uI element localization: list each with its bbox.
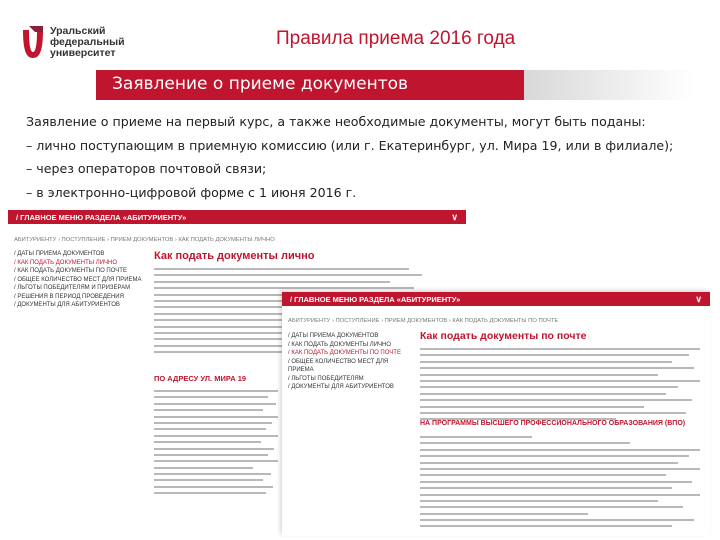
banner-fade (524, 70, 694, 100)
menu-item-active[interactable]: / КАК ПОДАТЬ ДОКУМЕНТЫ ЛИЧНО (14, 259, 118, 266)
page-text-block (420, 348, 700, 425)
menu-item[interactable]: / КАК ПОДАТЬ ДОКУМЕНТЫ ЛИЧНО (288, 341, 392, 348)
side-menu (14, 250, 144, 310)
main-menu-label: / ГЛАВНОЕ МЕНЮ РАЗДЕЛА «АБИТУРИЕНТУ» (290, 294, 461, 304)
breadcrumb[interactable]: АБИТУРИЕНТУ › ПОСТУПЛЕНИЕ › ПРИЕМ ДОКУМЕНТОВ › КАК ПОДАТЬ ДОКУМЕНТЫ ЛИЧНО (14, 237, 275, 243)
program-subheading: НА ПРОГРАММЫ ВЫСШЕГО ПРОФЕССИОНАЛЬНОГО ОБРАЗОВАНИЯ (ВПО) (420, 420, 686, 427)
menu-item[interactable]: / КАК ПОДАТЬ ДОКУМЕНТЫ ПО ПОЧТЕ (14, 268, 127, 274)
body-line-1: Заявление о приеме на первый курс, а также необходимые документы, могут быть поданы: (26, 114, 646, 129)
logo-line-1: Уральский (50, 25, 106, 37)
menu-item[interactable]: / ОБЩЕЕ КОЛИЧЕСТВО МЕСТ ДЛЯ ПРИЕМА (288, 358, 389, 373)
body-text (26, 110, 673, 204)
body-line-4: – в электронно-цифровой форме с 1 июня 2016 г. (26, 184, 357, 200)
main-menu-bar[interactable] (282, 292, 710, 306)
screenshot-by-mail (282, 292, 710, 536)
menu-item[interactable]: / ОБЩЕЕ КОЛИЧЕСТВО МЕСТ ДЛЯ ПРИЕМА (14, 276, 142, 283)
body-line-3: – через операторов почтовой связи; (26, 161, 267, 176)
program-text-block (420, 436, 700, 532)
slide-title: Правила приема 2016 года (276, 28, 516, 49)
menu-item[interactable]: / ДОКУМЕНТЫ ДЛЯ АБИТУРИЕНТОВ (14, 302, 120, 308)
address-text-block (154, 390, 278, 499)
main-menu-label: / ГЛАВНОЕ МЕНЮ РАЗДЕЛА «АБИТУРИЕНТУ» (16, 212, 187, 222)
menu-item[interactable]: / ДОКУМЕНТЫ ДЛЯ АБИТУРИЕНТОВ (288, 384, 394, 390)
menu-item[interactable]: / РЕШЕНИЯ В ПЕРИОД ПРОВЕДЕНИЯ (14, 293, 124, 300)
main-menu-bar[interactable] (8, 210, 466, 224)
page-heading: Как подать документы лично (154, 250, 315, 262)
logo-line-2: федеральный (50, 36, 125, 48)
body-line-2: – лично поступающим в приемную комиссию (или г. Екатеринбург, ул. Мира 19, или в филиале); (26, 137, 674, 153)
menu-item[interactable]: / ЛЬГОТЫ ПОБЕДИТЕЛЯМ (288, 375, 364, 382)
side-menu (288, 332, 412, 392)
menu-item-active[interactable]: / КАК ПОДАТЬ ДОКУМЕНТЫ ПО ПОЧТЕ (288, 350, 401, 356)
urfu-logo-icon (22, 26, 44, 62)
menu-item[interactable]: / ЛЬГОТЫ ПОБЕДИТЕЛЯМ И ПРИЗЕРАМ (14, 285, 131, 291)
chevron-down-icon[interactable]: ∨ (695, 293, 702, 304)
page-heading: Как подать документы по почте (420, 330, 587, 342)
menu-item[interactable]: / ДАТЫ ПРИЕМА ДОКУМЕНТОВ (14, 251, 105, 257)
banner-title: Заявление о приеме документов (112, 74, 409, 94)
breadcrumb[interactable]: АБИТУРИЕНТУ › ПОСТУПЛЕНИЕ › ПРИЕМ ДОКУМЕНТОВ › КАК ПОДАТЬ ДОКУМЕНТЫ ПО ПОЧТЕ (288, 318, 559, 324)
logo-line-3: университет (50, 47, 116, 59)
university-logo (22, 26, 125, 62)
chevron-down-icon[interactable]: ∨ (451, 211, 458, 222)
menu-item[interactable]: / ДАТЫ ПРИЕМА ДОКУМЕНТОВ (288, 333, 379, 339)
address-subheading: ПО АДРЕСУ УЛ. МИРА 19 (154, 374, 247, 383)
